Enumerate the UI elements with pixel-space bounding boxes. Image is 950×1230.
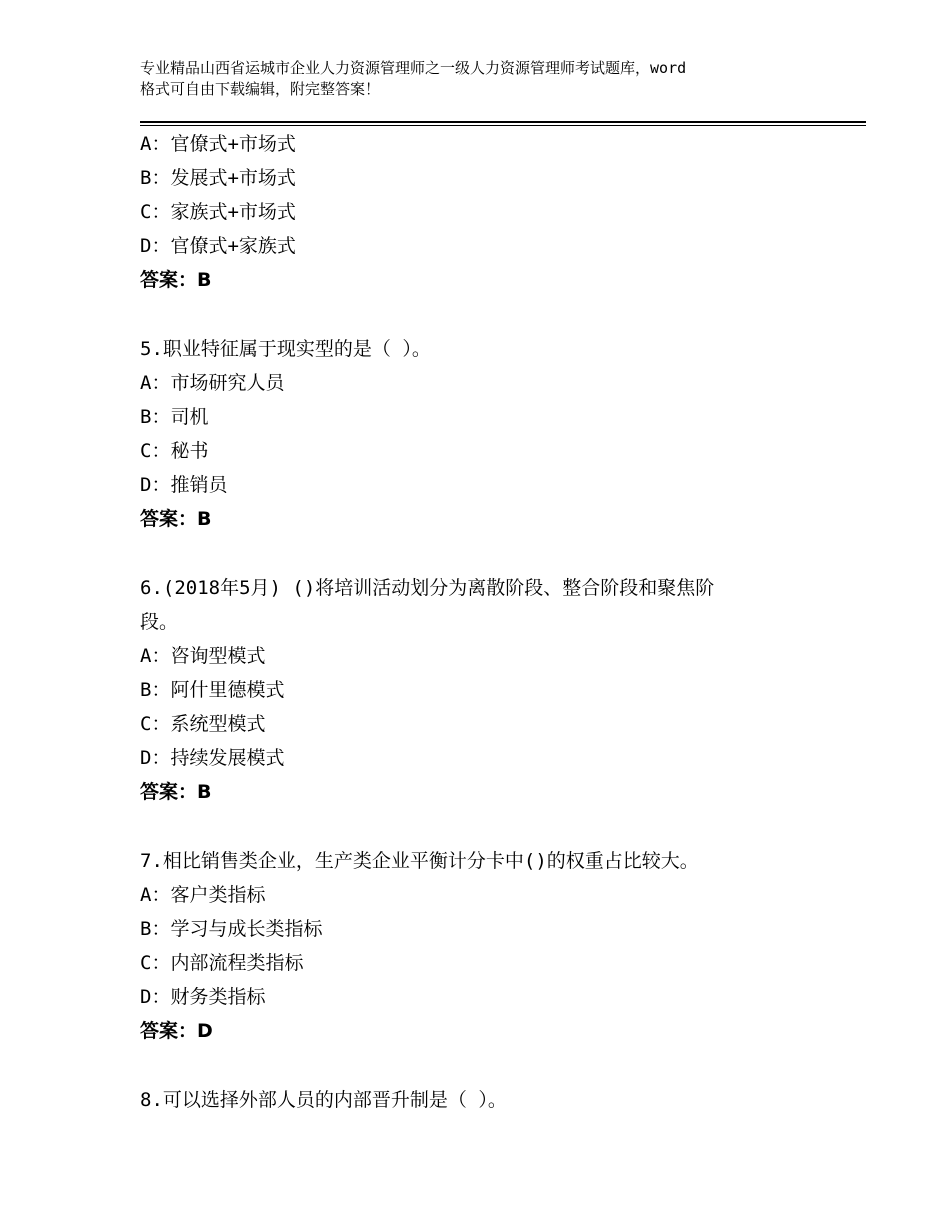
question-4-option-c: C：家族式+市场式 (140, 201, 296, 223)
question-8 (140, 1083, 866, 1117)
header-line-1: 专业精品山西省运城市企业人力资源管理师之一级人力资源管理师考试题库，word (140, 59, 687, 77)
question-6-title-line-2: 段。 (140, 611, 179, 633)
question-4-option-a: A：官僚式+市场式 (140, 133, 296, 155)
header-divider-thin (140, 125, 866, 126)
question-7-option-a: A：客户类指标 (140, 884, 266, 906)
question-6-option-c: C：系统型模式 (140, 713, 266, 735)
question-7-option-d: D：财务类指标 (140, 986, 266, 1008)
spacer (140, 536, 866, 571)
question-6-answer: 答案：B (140, 781, 212, 803)
question-6-title-line-1: 6.(2018年5月) ()将培训活动划分为离散阶段、整合阶段和聚焦阶 (140, 577, 715, 599)
question-7-option-b: B：学习与成长类指标 (140, 918, 323, 940)
question-6-option-a: A：咨询型模式 (140, 645, 266, 667)
spacer (140, 809, 866, 844)
question-4-option-b: B：发展式+市场式 (140, 167, 296, 189)
header-line-2: 格式可自由下载编辑，附完整答案！ (140, 80, 381, 98)
question-5-title: 5.职业特征属于现实型的是（ ）。 (140, 338, 431, 360)
question-5-option-d: D：推销员 (140, 474, 228, 496)
spacer (140, 1048, 866, 1083)
question-6-option-b: B：阿什里德模式 (140, 679, 285, 701)
question-7-title: 7.相比销售类企业，生产类企业平衡计分卡中()的权重占比较大。 (140, 850, 699, 872)
question-6-option-d: D：持续发展模式 (140, 747, 285, 769)
question-4-option-d: D：官僚式+家族式 (140, 235, 296, 257)
question-7-answer: 答案：D (140, 1020, 213, 1042)
header-divider-thick (140, 121, 866, 123)
question-4 (140, 127, 866, 297)
document-header (140, 58, 840, 100)
question-5-option-b: B：司机 (140, 406, 209, 428)
question-7 (140, 844, 866, 1048)
question-8-title: 8.可以选择外部人员的内部晋升制是（ ）。 (140, 1089, 507, 1111)
question-7-option-c: C：内部流程类指标 (140, 952, 304, 974)
spacer (140, 297, 866, 332)
question-5-answer: 答案：B (140, 508, 212, 530)
question-5 (140, 332, 866, 536)
question-6 (140, 571, 866, 809)
question-list (140, 127, 866, 1117)
question-5-option-a: A：市场研究人员 (140, 372, 285, 394)
question-5-option-c: C：秘书 (140, 440, 209, 462)
question-4-answer: 答案：B (140, 269, 212, 291)
